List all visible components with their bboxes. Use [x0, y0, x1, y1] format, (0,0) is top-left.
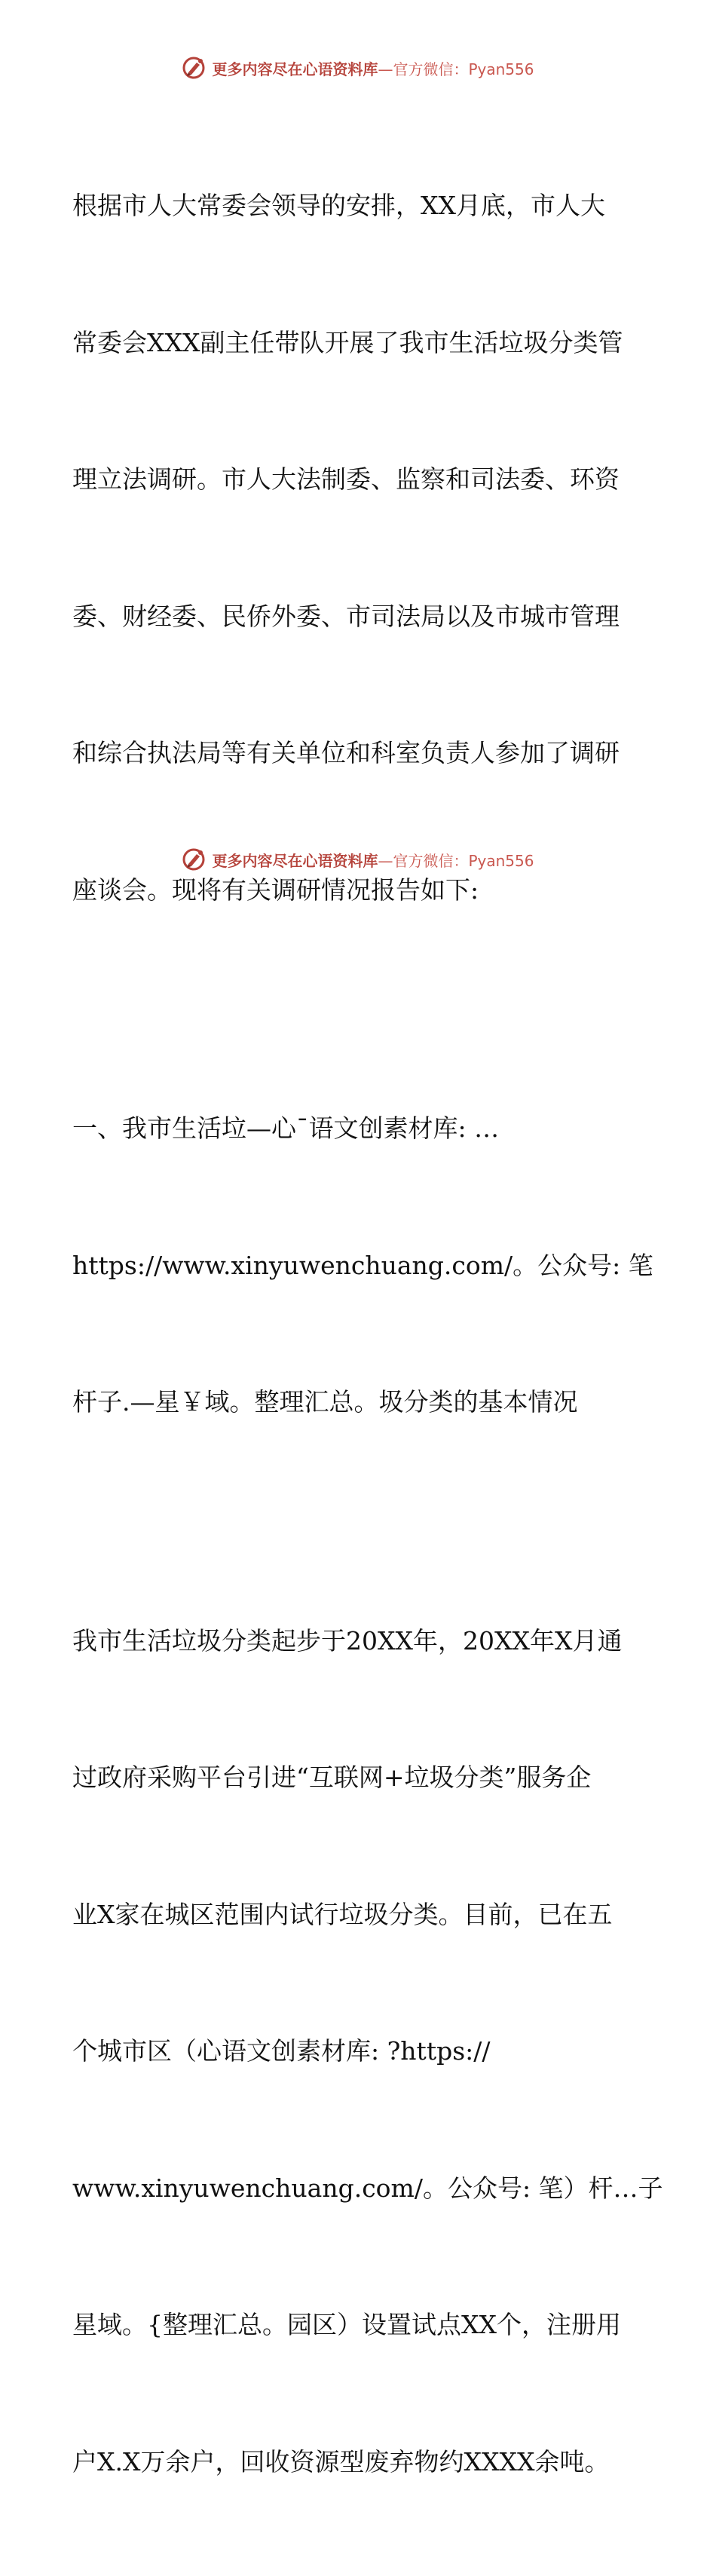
footer-banner-contact: —官方微信：Pyan556 [378, 852, 534, 870]
pen-circle-logo-icon [182, 56, 206, 80]
paragraph-basic-situation [72, 1527, 645, 2576]
text-line: 理立法调研。市人大法制委、监察和司法委、环资 [72, 457, 645, 503]
text-line: https://www.xinyuwenchuang.com/。公众号: 笔 [72, 1243, 645, 1289]
text-line: 一、我市生活垃—心¯语文创素材库: … [72, 1106, 645, 1152]
text-line: 我市生活垃圾分类起步于20XX年，20XX年X月通 [72, 1619, 645, 1665]
header-banner-title: 更多内容尽在心语资料库 [212, 60, 378, 78]
text-line: www.xinyuwenchuang.com/。公众号: 笔）杆…子 [72, 2166, 645, 2212]
header-banner-text [212, 57, 534, 79]
text-line: 座谈会。现将有关调研情况报告如下: [72, 868, 645, 914]
text-line: 过政府采购平台引进“互联网+垃圾分类”服务企 [72, 1755, 645, 1801]
pen-circle-logo-icon [182, 847, 206, 871]
text-line: 杆子.—星￥域。整理汇总。圾分类的基本情况 [72, 1380, 645, 1426]
document-body [72, 92, 645, 2576]
text-line: 个城市区（心语文创素材库: ?https:// [72, 2029, 645, 2075]
text-line: 委、财经委、民侨外委、市司法局以及市城市管理 [72, 594, 645, 640]
text-line: 星域。{整理汇总。园区）设置试点XX个，注册用 [72, 2302, 645, 2348]
footer-banner-title: 更多内容尽在心语资料库 [212, 852, 378, 870]
text-line: 业X家在城区范围内试行垃圾分类。目前，已在五 [72, 1892, 645, 1938]
header-banner [0, 53, 716, 83]
text-line: 和综合执法局等有关单位和科室负责人参加了调研 [72, 731, 645, 776]
header-banner-contact: —官方微信：Pyan556 [378, 60, 534, 78]
text-line: 常委会XXX副主任带队开展了我市生活垃圾分类管 [72, 320, 645, 366]
paragraph-section-heading [72, 1015, 645, 1517]
text-line: 户X.X万余户，回收资源型废弃物约XXXX余吨。 [72, 2440, 645, 2486]
text-line: 根据市人大常委会领导的安排，XX月底，市人大 [72, 183, 645, 229]
footer-banner [0, 844, 716, 874]
footer-banner-text [212, 849, 534, 871]
